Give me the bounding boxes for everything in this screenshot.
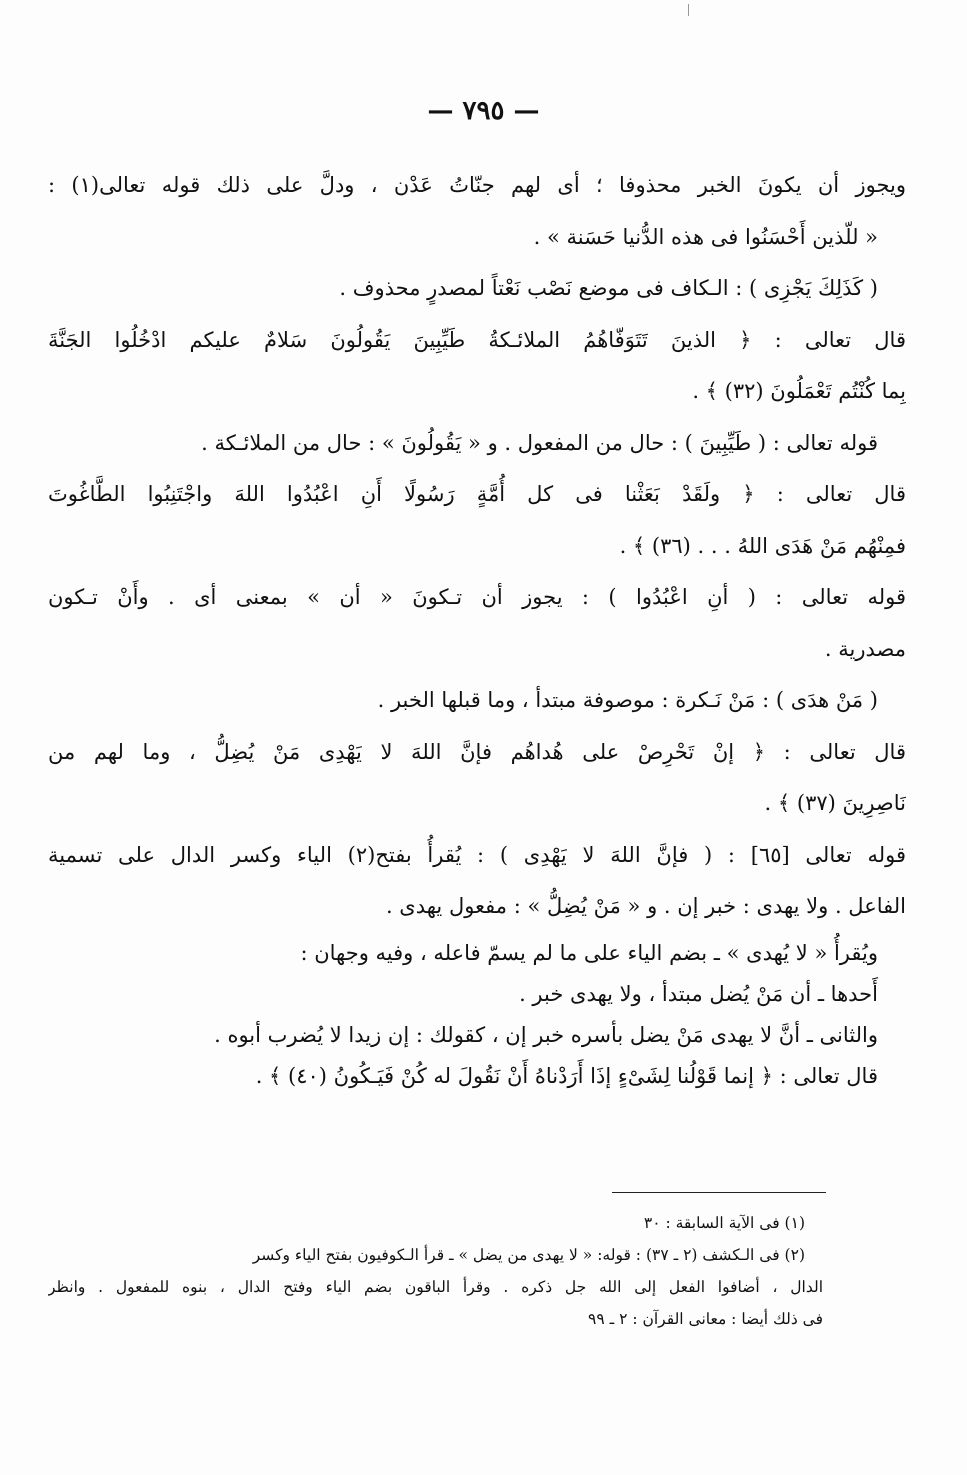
text-line: بِما كُنْتُم تَعْمَلُونَ (٣٢) ﴾ .: [692, 379, 906, 403]
text-line: ويجوز أن يكونَ الخبر محذوفا ؛ أى لهم جنّاتُ عَدْن ، ودلَّ على ذلك قوله تعالى(١) :: [48, 173, 906, 197]
text-line: نَاصِرِينَ (٣٧) ﴾ .: [764, 791, 906, 815]
footnotes: [48, 1207, 823, 1335]
footnote-line: الدال ، أضافوا الفعل إلى الله جل ذكره . وقرأ الباقون بضم الياء وفتح الدال ، بنوه للمفعول . وانظر: [48, 1278, 823, 1296]
footnote-line: (٢) فى الـكشف (٢ ـ ٣٧) : قوله: « لا يهدى من يضل » ـ قرأ الـكوفيون بفتح الياء وكسر: [252, 1246, 805, 1264]
text-line: والثانى ـ أنَّ لا يهدى مَنْ يضل بأسره خبر إن ، كقولك : إن زيدا لا يُضرب أبوه .: [214, 1022, 878, 1047]
footnote-line: (١) فى الآية السابقة : ٣٠: [643, 1214, 805, 1232]
scan-mark: [688, 4, 689, 16]
text-line: قال تعالى : ﴿ ولَقَدْ بَعَثْنا فى كل أُمَّةٍ رَسُولًا أَنِ اعْبُدُوا اللهَ واجْتَنِبُوا الطَّاغُوتَ: [48, 482, 906, 506]
text-line: قوله تعالى [٦٥] : ( فإنَّ اللهَ لا يَهْدِى ) : يُقرأُ بفتح(٢) الياء وكسر الدال على تسمية: [48, 842, 906, 867]
text-line: ( كَذَلِكَ يَجْزِى ) : الـكاف فى موضع نَصْب نَعْتاً لمصدرٍ محذوف .: [339, 276, 878, 300]
text-line: الفاعل . ولا يهدى : خبر إن . و « مَنْ يُضِلُّ » : مفعول يهدى .: [385, 894, 906, 918]
text-line: مصدرية .: [824, 636, 906, 661]
text-line: ويُقرأُ « لا يُهدى » ـ بضم الياء على ما لم يسمّ فاعله ، وفيه وجهان :: [300, 940, 878, 965]
text-line: ( مَنْ هدَى ) : مَنْ نَـكرة : موصوفة مبتدأ ، وما قبلها الخبر .: [377, 688, 878, 712]
main-text: [48, 160, 906, 1097]
text-line: قال تعالى : ﴿ إنما قَوْلُنا لِشَىْءٍ إذَا أَرَدْناهُ أَنْ نَقُولَ له كُنْ فَيَـكُونُ (٤٠) ﴾ .: [255, 1063, 878, 1088]
page-number: — ٧٩٥ —: [427, 96, 540, 126]
footnote-line: فى ذلك أيضا : معانى القرآن : ٢ ـ ٩٩: [588, 1310, 823, 1328]
text-line: قال تعالى : ﴿ الذينَ تَتَوَفّاهُمُ الملائـكةُ طَيِّبِينَ يَقُولُونَ سَلامٌ عليكم ادْخُلُوا الجَنَّةَ: [48, 327, 906, 352]
text-line: أَحدها ـ أن مَنْ يُضل مبتدأ ، ولا يهدى خبر .: [519, 981, 878, 1006]
text-line: « للّذين أَحْسَنُوا فى هذه الدُّنيا حَسَنة » .: [533, 224, 878, 249]
text-line: قوله تعالى : ( أنِ اعْبُدُوا ) : يجوز أن تـكونَ « أن » بمعنى أى . وأَنْ تـكون: [48, 585, 906, 609]
footnote-divider: [612, 1192, 826, 1193]
text-line: قال تعالى : ﴿ إنْ تَحْرِصْ على هُداهُم فإنَّ اللهَ لا يَهْدِى مَنْ يُضِلُّ ، وما لهم من: [48, 739, 906, 764]
text-line: قوله تعالى : ( طَيِّبِينَ ) : حال من المفعول . و « يَقُولُونَ » : حال من الملائـكة .: [201, 430, 878, 455]
text-line: فمِنْهُم مَنْ هَدَى اللهُ . . . (٣٦) ﴾ .: [619, 533, 906, 558]
